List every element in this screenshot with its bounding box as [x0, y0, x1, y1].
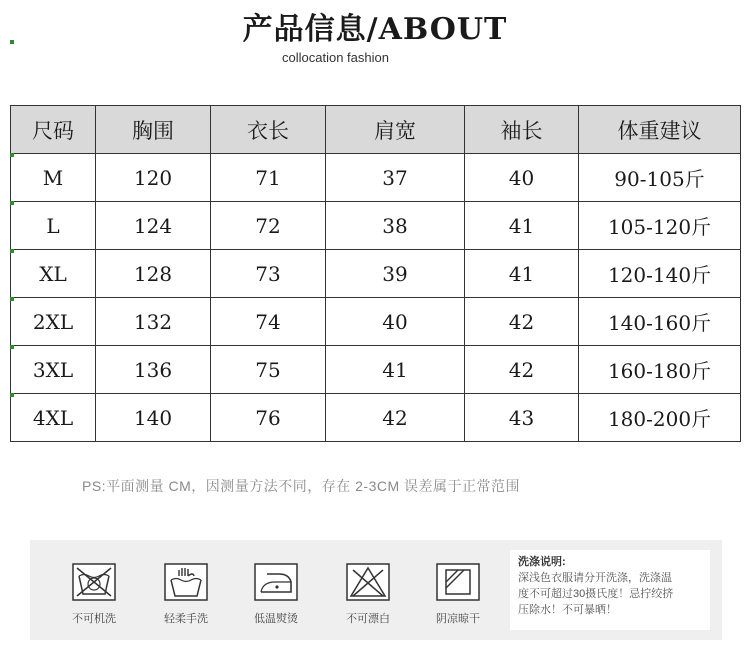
corner-tick [10, 201, 14, 205]
cell-sleeve: 41 [465, 202, 579, 250]
cell-length: 72 [211, 202, 326, 250]
cell-sleeve: 40 [465, 154, 579, 202]
table-row [11, 346, 741, 394]
cell-weight: 120-140斤 [579, 250, 741, 298]
care-label: 轻柔手洗 [164, 613, 208, 625]
cell-weight: 105-120斤 [579, 202, 741, 250]
corner-tick [10, 393, 14, 397]
cell-chest: 140 [96, 394, 211, 442]
care-label: 阴凉晾干 [436, 613, 480, 625]
size-table [10, 105, 741, 442]
cell-sleeve: 41 [465, 250, 579, 298]
measurement-note: PS:平面测量 CM，因测量方法不同，存在 2-3CM 误差属于正常范围 [82, 478, 521, 494]
cell-shoulder: 38 [326, 202, 465, 250]
care-label: 不可机洗 [72, 613, 116, 625]
cell-size: XL [11, 250, 96, 298]
care-item-hand-wash [156, 562, 216, 626]
wash-instructions-line: 深浅色衣服请分开洗涤，洗涤温 [518, 572, 672, 584]
care-item-no-machine-wash [64, 562, 124, 626]
corner-tick [10, 345, 14, 349]
cell-chest: 136 [96, 346, 211, 394]
header-chest: 胸围 [96, 106, 211, 154]
cell-sleeve: 42 [465, 346, 579, 394]
cell-shoulder: 40 [326, 298, 465, 346]
cell-size: 4XL [11, 394, 96, 442]
cell-shoulder: 41 [326, 346, 465, 394]
cell-weight: 90-105斤 [579, 154, 741, 202]
corner-tick [10, 297, 14, 301]
care-item-shade-dry [428, 562, 488, 626]
cell-shoulder: 42 [326, 394, 465, 442]
care-label: 低温熨烫 [254, 613, 298, 625]
cell-size: M [11, 154, 96, 202]
care-item-no-bleach [338, 562, 398, 626]
cell-weight: 180-200斤 [579, 394, 741, 442]
cell-chest: 124 [96, 202, 211, 250]
page-title: 产品信息/ABOUT [242, 12, 508, 47]
header-shoulder: 肩宽 [326, 106, 465, 154]
corner-mark [10, 40, 14, 44]
cell-size: 2XL [11, 298, 96, 346]
cell-length: 76 [211, 394, 326, 442]
table-row [11, 298, 741, 346]
table-row [11, 154, 741, 202]
cell-chest: 120 [96, 154, 211, 202]
page-subtitle: collocation fashion [282, 50, 389, 65]
header-size: 尺码 [11, 106, 96, 154]
corner-tick [10, 153, 14, 157]
cell-chest: 132 [96, 298, 211, 346]
cell-length: 75 [211, 346, 326, 394]
cell-sleeve: 43 [465, 394, 579, 442]
no-machine-wash-icon [71, 562, 117, 602]
care-label: 不可漂白 [346, 613, 390, 625]
corner-tick [10, 249, 14, 253]
header-weight: 体重建议 [579, 106, 741, 154]
cell-length: 71 [211, 154, 326, 202]
header-sleeve: 袖长 [465, 106, 579, 154]
cell-size: L [11, 202, 96, 250]
care-panel [30, 540, 722, 640]
wash-instructions [510, 550, 710, 630]
cell-chest: 128 [96, 250, 211, 298]
hand-wash-icon [163, 562, 209, 602]
shade-dry-icon [435, 562, 481, 602]
table-row [11, 202, 741, 250]
cell-weight: 140-160斤 [579, 298, 741, 346]
wash-instructions-title: 洗涤说明: [518, 556, 566, 568]
wash-instructions-line: 压除水！不可暴晒！ [518, 604, 617, 616]
no-bleach-icon [345, 562, 391, 602]
cell-sleeve: 42 [465, 298, 579, 346]
size-table-header-row [11, 106, 741, 154]
header-length: 衣长 [211, 106, 326, 154]
cell-size: 3XL [11, 346, 96, 394]
low-iron-icon [253, 562, 299, 602]
cell-shoulder: 37 [326, 154, 465, 202]
cell-shoulder: 39 [326, 250, 465, 298]
cell-length: 73 [211, 250, 326, 298]
cell-length: 74 [211, 298, 326, 346]
wash-instructions-line: 度不可超过30摄氏度！忌拧绞挤 [518, 588, 674, 600]
care-item-low-iron [246, 562, 306, 626]
table-row [11, 394, 741, 442]
cell-weight: 160-180斤 [579, 346, 741, 394]
table-row [11, 250, 741, 298]
